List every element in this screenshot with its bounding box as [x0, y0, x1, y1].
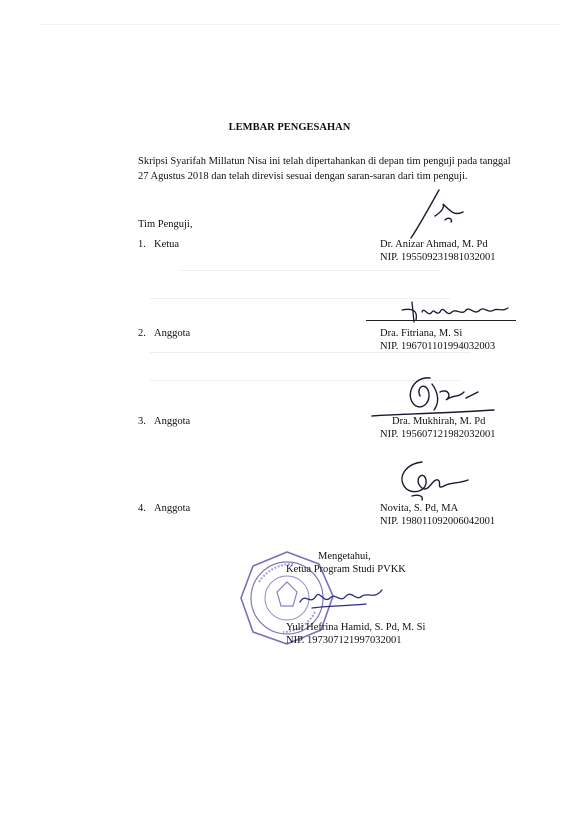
examiner-2-nip: NIP. 196701101994032003	[380, 341, 496, 352]
examiner-3-name: Dra. Mukhirah, M. Pd	[392, 416, 486, 427]
examiner-4-role: Anggota	[154, 503, 191, 514]
signature-4-icon	[392, 456, 472, 502]
examiner-1-name: Dr. Anizar Ahmad, M. Pd	[380, 239, 488, 250]
examiner-3-nip: NIP. 195607121982032001	[380, 429, 496, 440]
intro-line-2: 27 Agustus 2018 dan telah direvisi sesuai dengan saran-saran dari tim penguji.	[138, 171, 468, 182]
approval-nip: NIP. 197307121997032001	[286, 635, 402, 646]
examiner-3-role: Anggota	[154, 416, 191, 427]
approval-label: Mengetahui,	[318, 551, 371, 562]
examiner-1-number: 1.	[138, 239, 146, 250]
approval-signature-icon	[296, 582, 386, 612]
signature-1-icon	[405, 186, 475, 242]
signature-2-icon	[398, 298, 514, 326]
approval-position: Ketua Program Studi PVKK	[286, 564, 406, 575]
examiner-4-name: Novita, S. Pd, MA	[380, 503, 459, 514]
intro-line-1: Skripsi Syarifah Millatun Nisa ini telah dipertahankan di depan tim penguji pada tanggal	[138, 156, 511, 167]
examiner-2-name: Dra. Fitriana, M. Si	[380, 328, 463, 339]
examiner-4-nip: NIP. 198011092006042001	[380, 516, 496, 527]
page-title: LEMBAR PENGESAHAN	[228, 122, 351, 133]
examiner-3-number: 3.	[138, 416, 146, 427]
examiner-2-number: 2.	[138, 328, 146, 339]
signature-3-icon	[368, 370, 498, 426]
examiner-2-role: Anggota	[154, 328, 191, 339]
examiner-4-number: 4.	[138, 503, 146, 514]
examiner-1-role: Ketua	[154, 239, 180, 250]
examiner-1-nip: NIP. 195509231981032001	[380, 252, 496, 263]
approval-name: Yuli Hefrina Hamid, S. Pd, M. Si	[286, 622, 426, 633]
intro-paragraph	[138, 154, 548, 184]
team-label: Tim Penguji,	[138, 219, 193, 230]
